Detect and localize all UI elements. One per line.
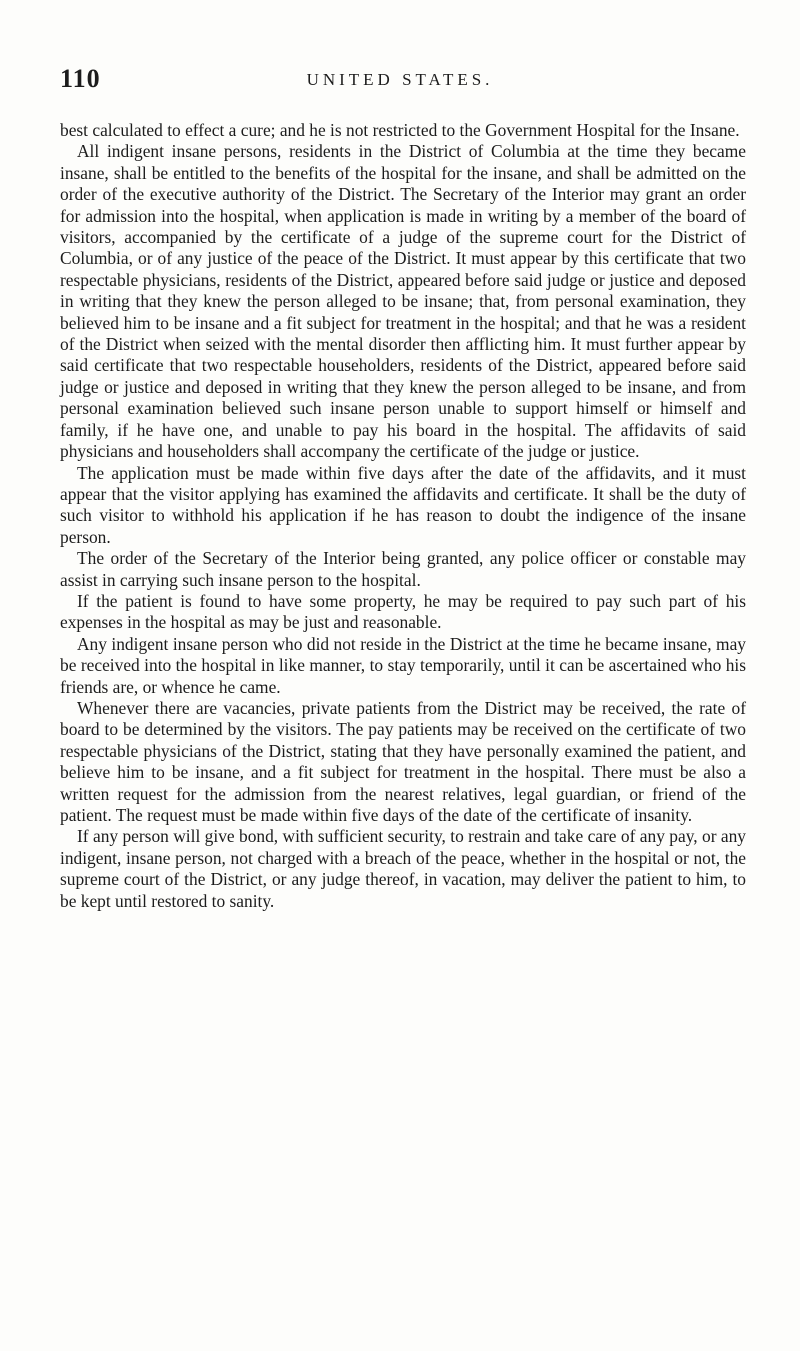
page-header bbox=[0, 64, 800, 94]
running-head: UNITED STATES. bbox=[306, 70, 494, 89]
body-text bbox=[60, 120, 746, 912]
paragraph: Whenever there are vacancies, private patients from the District may be received, the rate of board to be determined by the visitors. The pay patients may be received on the certificate of two respectable physicians of the District, stating that they have personally examined the patient, and believe him to be insane, and a fit subject for treatment in the hospital. There must be also a written request for the admission from the nearest relatives, legal guardian, or friend of the patient. The request must be made within five days of the date of the certificate of insanity. bbox=[60, 697, 746, 825]
paragraph: The order of the Secretary of the Interior being granted, any police officer or constable may assist in carrying such insane person to the hospital. bbox=[60, 548, 746, 590]
paragraph: All indigent insane persons, residents in the District of Columbia at the time they became insane, shall be entitled to the benefits of the hospital for the insane, and shall be admitted on the order of the executive authority of the District. The Secretary of the Interior may grant an order for admission into the hospital, when application is made in writing by a member of the board of visitors, accompanied by the certificate of a judge of the supreme court for the District of Columbia, or of any justice of the peace of the District. It must appear by this certificate that two respectable physicians, residents of the District, appeared before said judge or justice and deposed in writing that they knew the person alleged to be insane; that, from personal examination, they believed him to be insane and a fit subject for treatment in the hospital; and that he was a resident of the District when seized with the mental disorder then afflicting him. It must further appear by said certificate that two respectable householders, residents of the District, appeared before said judge or justice and deposed in writing that they knew the person alleged to be insane, and from personal examination believed such insane person unable to support himself or himself and family, if he have one, and unable to pay his board in the hospital. The affidavits of said physicians and householders shall accompany the certificate of the judge or justice. bbox=[60, 141, 746, 462]
paragraph: If any person will give bond, with sufficient security, to restrain and take care of any pay, or any indigent, insane person, not charged with a breach of the peace, whether in the hospital or not, the supreme court of the District, or any judge thereof, in vacation, may deliver the patient to him, to be kept until restored to sanity. bbox=[60, 826, 746, 911]
paragraph: best calculated to effect a cure; and he is not restricted to the Government Hospital for the Insane. bbox=[60, 120, 740, 140]
paragraph: If the patient is found to have some property, he may be required to pay such part of his expenses in the hospital as may be just and reasonable. bbox=[60, 590, 746, 633]
paragraph: The application must be made within five days after the date of the affidavits, and it must appear that the visitor applying has examined the affidavits and certificate. It shall be the duty of such visitor to withhold his application if he has reason to doubt the indigence of the insane person. bbox=[60, 462, 746, 547]
paragraph: Any indigent insane person who did not reside in the District at the time he became insane, may be received into the hospital in like manner, to stay temporarily, until it can be ascertained who his friends are, or whence he came. bbox=[60, 633, 746, 697]
page-number: 110 bbox=[60, 64, 101, 93]
